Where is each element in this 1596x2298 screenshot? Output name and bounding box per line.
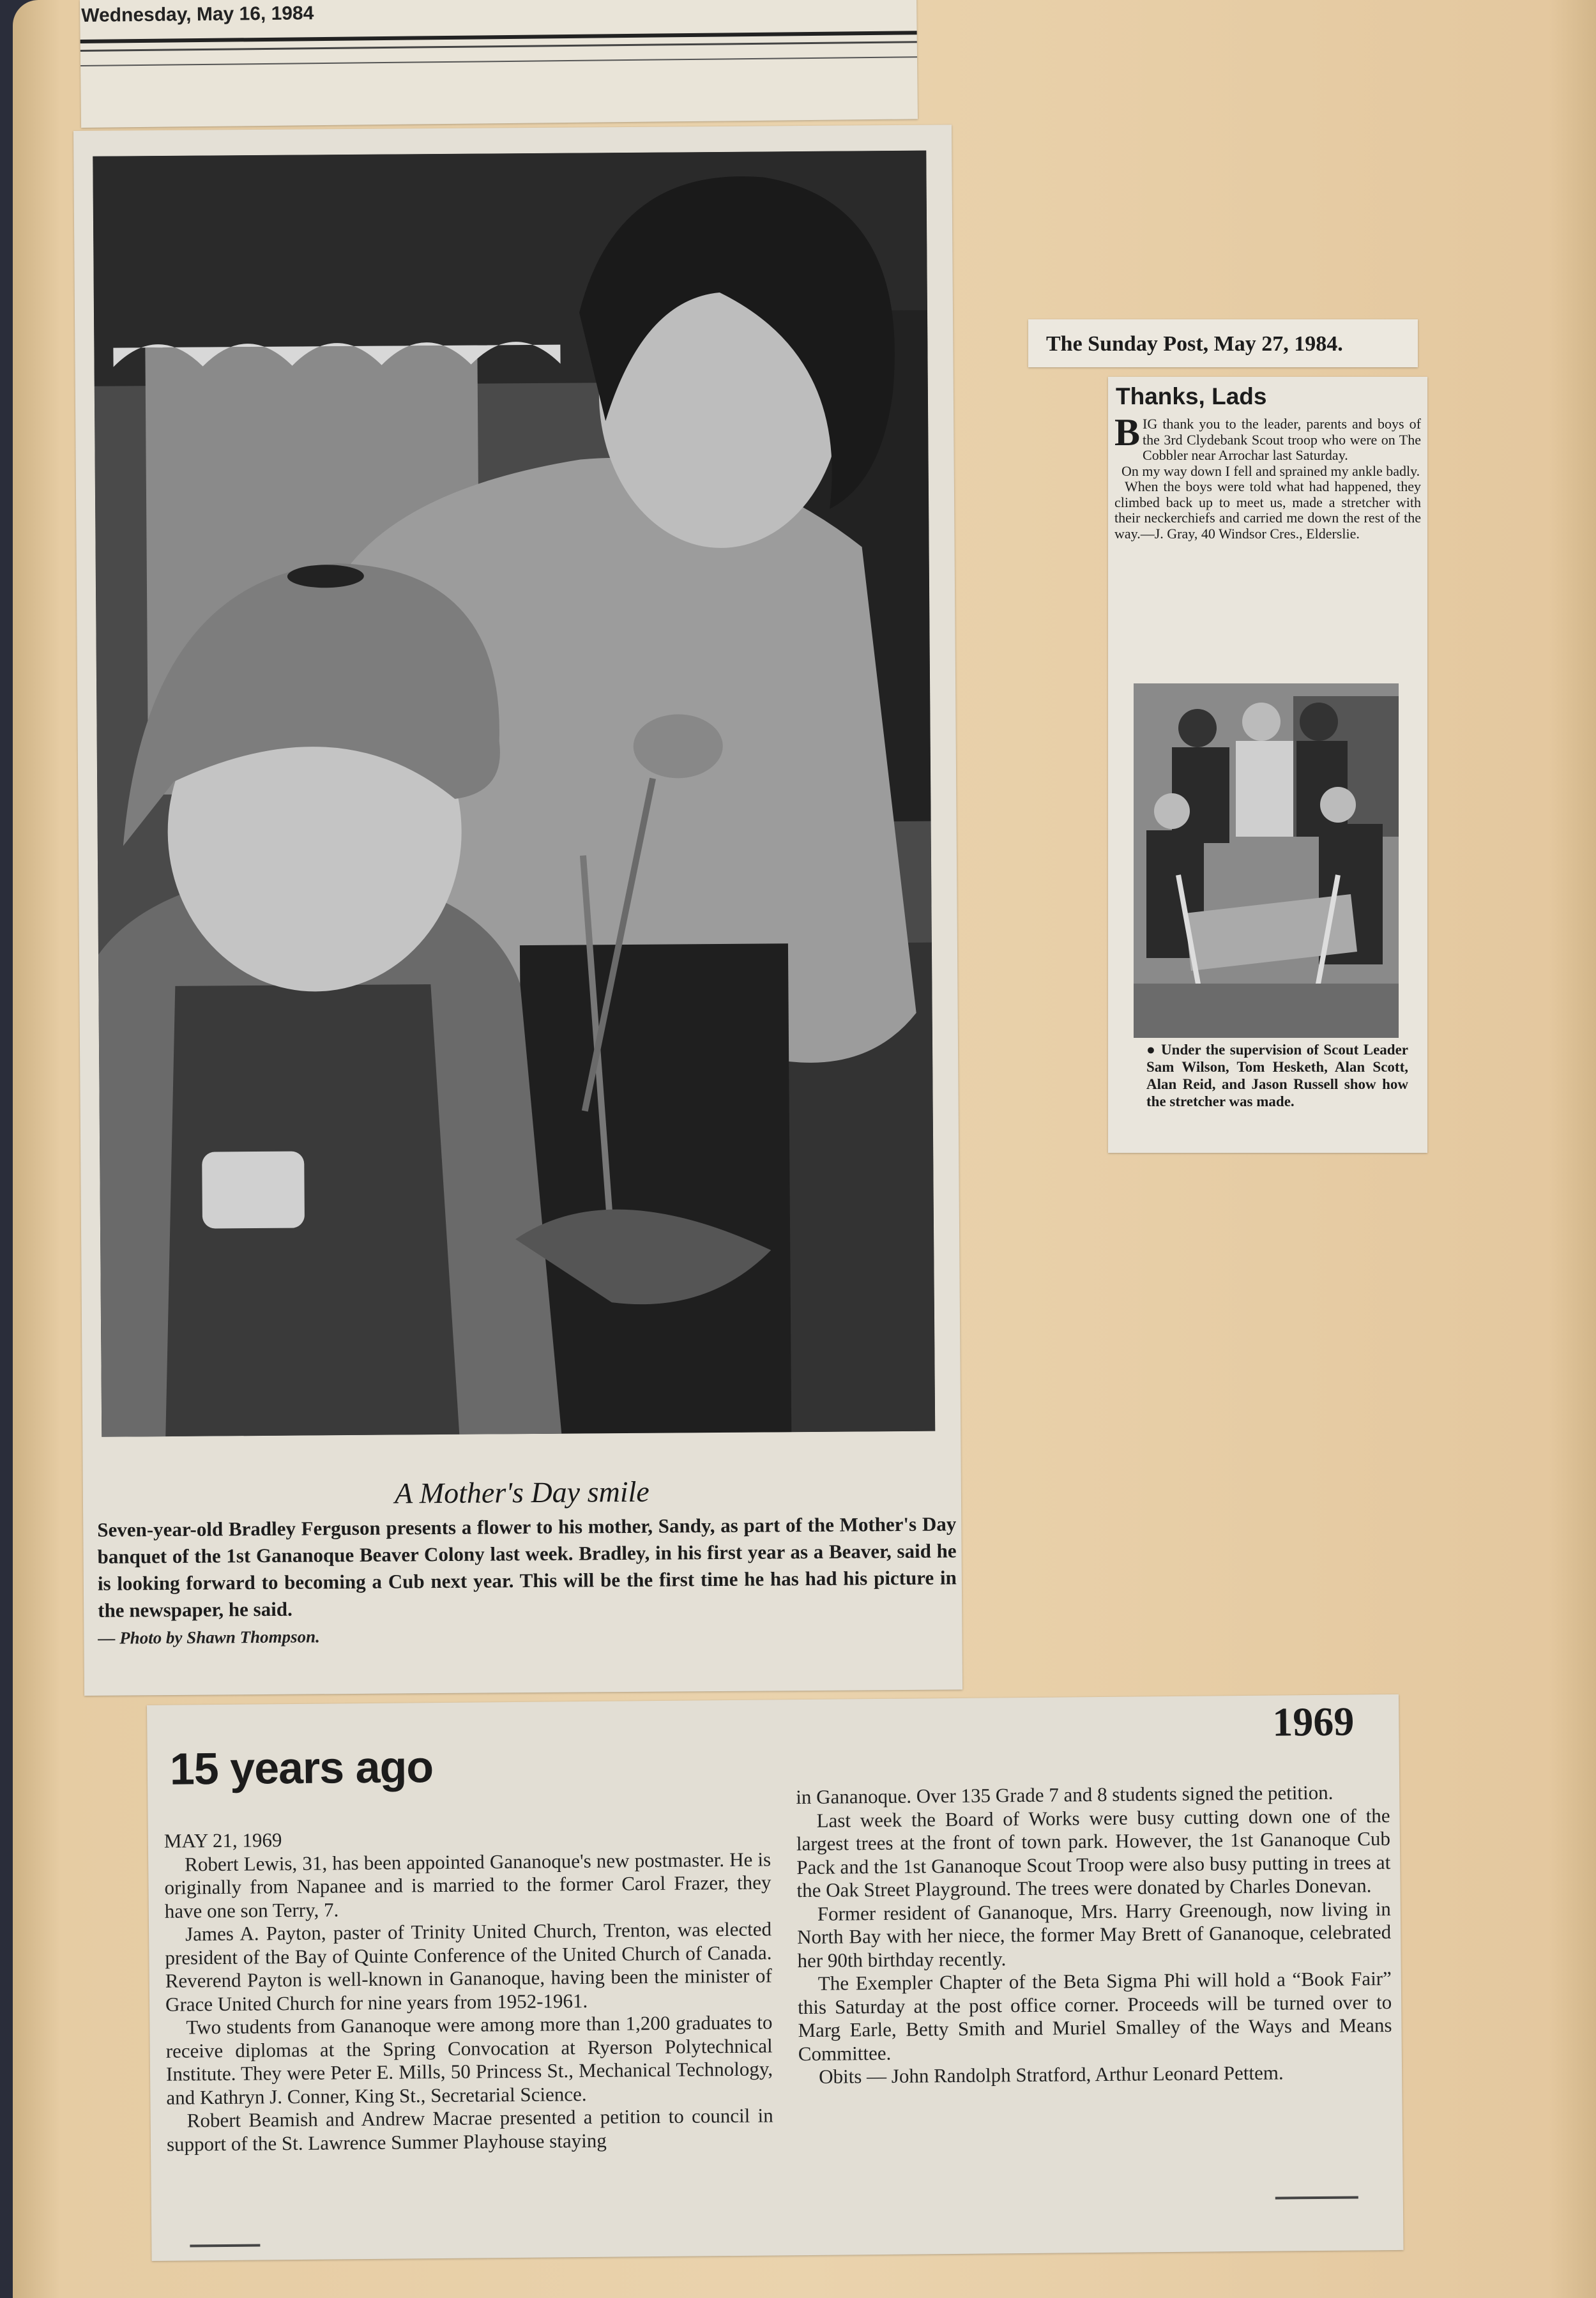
pen-mark bbox=[190, 2244, 260, 2247]
newspaper-masthead-strip bbox=[80, 0, 918, 128]
masthead-date: Wednesday, May 16, 1984 bbox=[81, 3, 314, 26]
news-item: Two students from Gananoque were among more than 1,200 graduates to receive diplomas at the Spring Convocation at Ryerson Polytechnical Institute. They were Peter E. Mills, 50 Princess St., Mechanical Technology, and Kathryn J. Conner, King St., Secretarial Science. bbox=[165, 2011, 773, 2109]
caption-title: A Mother's Day smile bbox=[394, 1475, 650, 1510]
left-column bbox=[164, 1824, 773, 2156]
photo-caption: ● Under the supervision of Scout Leader Sam Wilson, Tom Hesketh, Alan Scott, Alan Reid, and Jason Russell show how the stretcher was made. bbox=[1146, 1042, 1408, 1109]
letter-para: On my way down I fell and sprained my ankle badly. bbox=[1121, 462, 1420, 479]
scouts-stretcher-photo bbox=[1134, 683, 1399, 1038]
news-item: Robert Beamish and Andrew Macrae presented a petition to council in support of the St. Lawrence Summer Playhouse staying bbox=[166, 2104, 773, 2156]
news-item: The Exempler Chapter of the Beta Sigma Phi will hold a “Book Fair” this Saturday at the post office corner. Proceeds will be turned over to Marg Earle, Betty Smith and Muriel Smalley of the Ways and Means Committee. bbox=[798, 1967, 1392, 2065]
masthead-rule bbox=[80, 41, 917, 52]
year-label: 1969 bbox=[1272, 1698, 1355, 1745]
photo-credit: — Photo by Shawn Thompson. bbox=[98, 1627, 320, 1648]
letter-para: IG thank you to the leader, parents and boys of the 3rd Clydebank Scout troop who were on The Cobbler near Arrochar last Saturday. bbox=[1143, 416, 1421, 463]
dropcap: B bbox=[1114, 411, 1141, 453]
sunday-post-masthead bbox=[1028, 319, 1418, 367]
letter-para: When the boys were told what had happened, they climbed back up to meet us, made a stretcher with their neckerchiefs and carried me down the rest of the way.—J. Gray, 40 Windsor Cres., Elderslie. bbox=[1114, 478, 1422, 542]
news-item: Robert Lewis, 31, has been appointed Gananoque's new postmaster. He is originally from Napanee and is married to the former Carol Frazer, they have one son Terry, 7. bbox=[164, 1847, 771, 1922]
news-item: James A. Payton, paster of Trinity United Church, Trenton, was elected president of the Bay of Quinte Conference of the United Church of Canada. Reverend Payton is well-known in Gananoque, having been the minister of Grace United Church for nine years from 1952-1961. bbox=[165, 1917, 772, 2016]
letter-title: Thanks, Lads bbox=[1116, 383, 1267, 409]
letter-body bbox=[1114, 411, 1422, 542]
column-title: 15 years ago bbox=[169, 1742, 434, 1794]
masthead-rule bbox=[80, 56, 917, 66]
news-item: Former resident of Gananoque, Mrs. Harry Greenough, now living in North Bay with her niece, the former May Brett of Gananoque, celebrated her 90th birthday recently. bbox=[797, 1897, 1392, 1972]
sunday-post-date: The Sunday Post, May 27, 1984. bbox=[1046, 332, 1343, 356]
sunday-post-clipping bbox=[1108, 377, 1427, 1153]
news-item: in Gananoque. Over 135 Grade 7 and 8 students signed the petition. bbox=[796, 1781, 1334, 1809]
fifteen-years-ago-clipping bbox=[147, 1694, 1404, 2261]
right-column bbox=[796, 1781, 1392, 2089]
caption-text: Seven-year-old Bradley Ferguson presents a flower to his mother, Sandy, as part of the Mother's Day banquet of the 1st Gananoque Beaver Colony last week. Bradley, in his first year as a Beaver, said he is looking forward to becoming a Cub next year. This will be the first time he has had his picture in the newspaper, he said. bbox=[97, 1512, 957, 1622]
mothers-day-clipping bbox=[73, 125, 962, 1696]
news-item: Obits — John Randolph Stratford, Arthur Leonard Pettem. bbox=[818, 2061, 1284, 2088]
masthead-rule bbox=[80, 31, 917, 43]
scrapbook-page bbox=[13, 0, 1596, 2298]
mother-and-son-photo bbox=[93, 151, 935, 1437]
dateline: MAY 21, 1969 bbox=[163, 1829, 282, 1852]
news-item: Last week the Board of Works were busy cutting down one of the largest trees at the front of town park. However, the 1st Gananoque Cub Pack and the 1st Gananoque Scout Troop were also busy putting in trees at the Oak Street Playground. The trees were donated by Charles Donevan. bbox=[796, 1804, 1391, 1902]
pen-mark bbox=[1275, 2196, 1358, 2199]
